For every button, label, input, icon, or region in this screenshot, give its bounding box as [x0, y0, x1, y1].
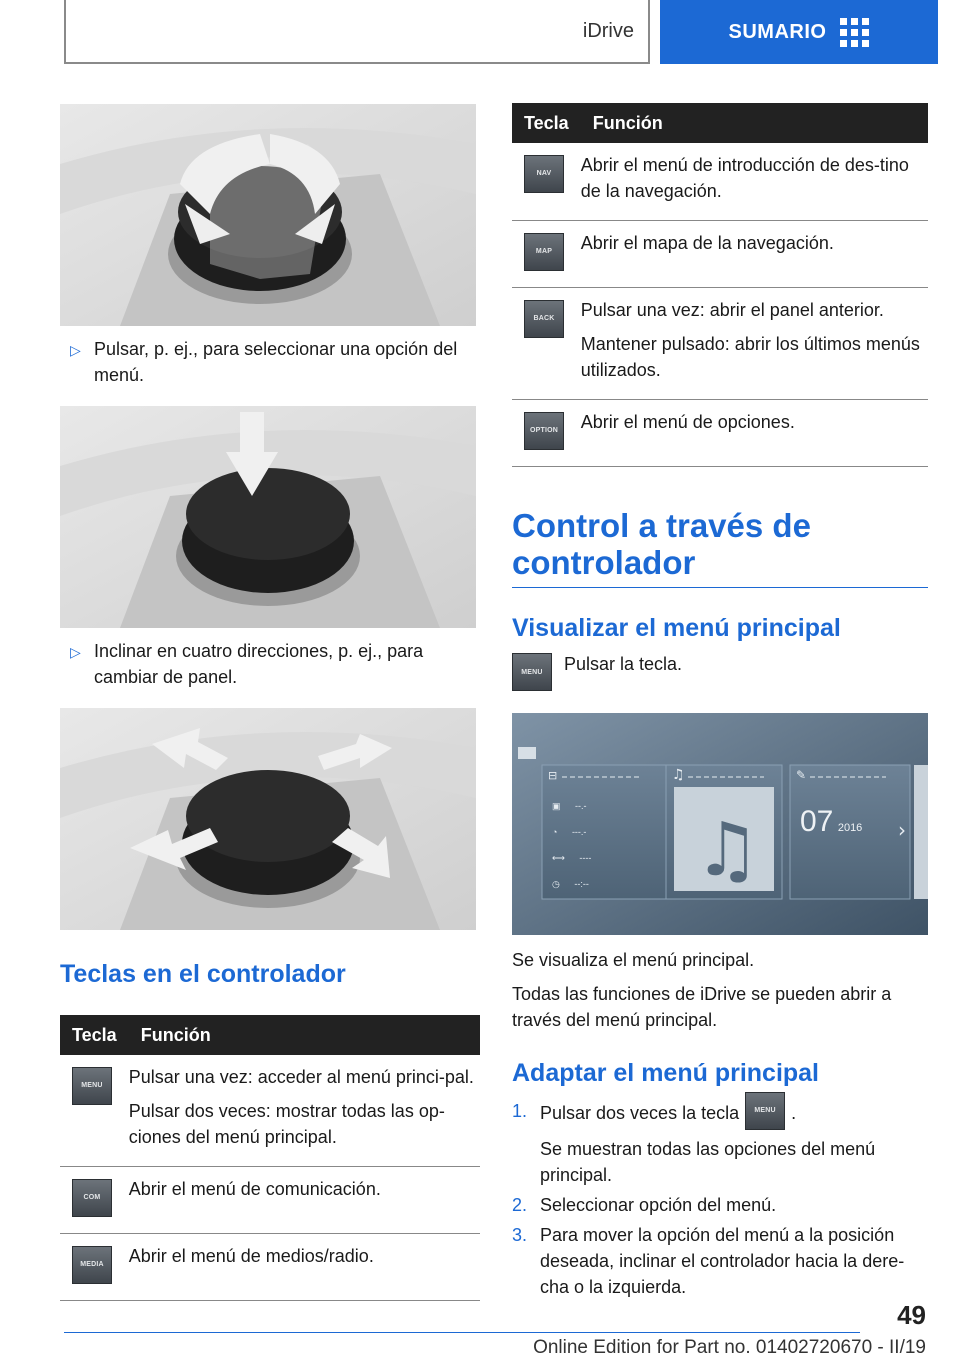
press-key-line: MENU Pulsar la tecla. [512, 653, 928, 691]
svg-text:♫: ♫ [694, 807, 761, 893]
bullet-tilt: ▷ Inclinar en cuatro direcciones, p. ej., para cambiar de panel. [60, 638, 480, 690]
header-section-box [64, 0, 650, 64]
svg-text:✎: ✎ [796, 768, 807, 782]
subheading-display-menu: Visualizar el menú principal [512, 614, 841, 642]
list-item: 1. Pulsar dos veces la tecla MENU . Se muestran todas las opciones del menú principal. [512, 1098, 928, 1188]
table-row: MENU Pulsar una vez: acceder al menú princi-pal. Pulsar dos veces: mostrar todas las op-ciones del menú principal. [60, 1055, 480, 1167]
menu-description-text: Todas las funciones de iDrive se pueden abrir a través del menú principal. [512, 984, 892, 1030]
screen-date: 07 2016 [800, 805, 863, 838]
nav-key-icon: NAV [524, 155, 564, 193]
steps-list [512, 1098, 928, 1300]
list-item: 3. Para mover la opción del menú a la posición deseada, inclinar el controlador hacia la dere-cha o la izquierda. [512, 1225, 905, 1297]
subheading-adapt-menu: Adaptar el menú principal [512, 1059, 820, 1087]
controller-directions-image [60, 708, 476, 930]
col-header-function: Función [581, 103, 928, 143]
footer-rule [64, 1332, 860, 1333]
table-row: OPTION Abrir el menú de opciones. [512, 400, 928, 467]
main-heading: Control a través de controlador [512, 507, 811, 581]
menu-key-icon: MENU [745, 1092, 785, 1130]
triangle-bullet-icon: ▷ [70, 342, 81, 358]
row-fuel-icon: ▣ --.- [552, 801, 587, 811]
section-title: iDrive [582, 19, 634, 42]
page-number: 49 [897, 1300, 926, 1330]
com-key-icon: COM [72, 1179, 112, 1217]
heading-rule [512, 587, 928, 588]
menu-key-icon: MENU [72, 1067, 112, 1105]
back-key-icon: BACK [524, 300, 564, 338]
menu-key-icon: MENU [512, 653, 552, 691]
keys-table-right [512, 103, 928, 467]
row-clock-icon: ◷ --:-- [552, 879, 589, 889]
col-header-key: Tecla [60, 1015, 129, 1055]
table-row: BACK Pulsar una vez: abrir el panel anterior. Mantener pulsado: abrir los últimos menús utilizados. [512, 288, 928, 400]
col-header-function: Función [129, 1015, 480, 1055]
summary-button[interactable] [660, 0, 938, 64]
table-row: MEDIA Abrir el menú de medios/radio. [60, 1234, 480, 1301]
bullet-press: ▷ Pulsar, p. ej., para seleccionar una opción del menú. [60, 336, 480, 388]
right-column [512, 103, 928, 1300]
table-row: MAP Abrir el mapa de la navegación. [512, 221, 928, 288]
media-key-icon: MEDIA [72, 1246, 112, 1284]
row-gauge-icon: ◔ ---.- [552, 827, 587, 837]
keys-heading: Teclas en el controlador [60, 960, 346, 988]
grid-icon [840, 18, 869, 47]
table-row: COM Abrir el menú de comunicación. [60, 1167, 480, 1234]
left-column [60, 104, 480, 1301]
menu-displayed-text: Se visualiza el menú principal. [512, 950, 755, 970]
screen-rows [552, 793, 591, 897]
keys-table-left [60, 1015, 480, 1301]
controller-tilt-image [60, 406, 476, 628]
table-row: NAV Abrir el menú de introducción de des-tino de la navegación. [512, 143, 928, 221]
col-header-key: Tecla [512, 103, 581, 143]
summary-label: SUMARIO [728, 20, 827, 43]
svg-text:›: › [898, 818, 906, 842]
edition-text: Online Edition for Part no. 01402720670 - II/19 [533, 1337, 926, 1358]
main-menu-screenshot [512, 713, 928, 935]
map-key-icon: MAP [524, 233, 564, 271]
svg-text:♫: ♫ [672, 767, 685, 783]
controller-press-image [60, 104, 476, 326]
triangle-bullet-icon: ▷ [70, 644, 81, 660]
list-item: 2. Seleccionar opción del menú. [512, 1195, 777, 1215]
svg-text:⊟: ⊟ [548, 769, 558, 782]
row-range-icon: ⟷ ---- [552, 853, 592, 863]
option-key-icon: OPTION [524, 412, 564, 450]
